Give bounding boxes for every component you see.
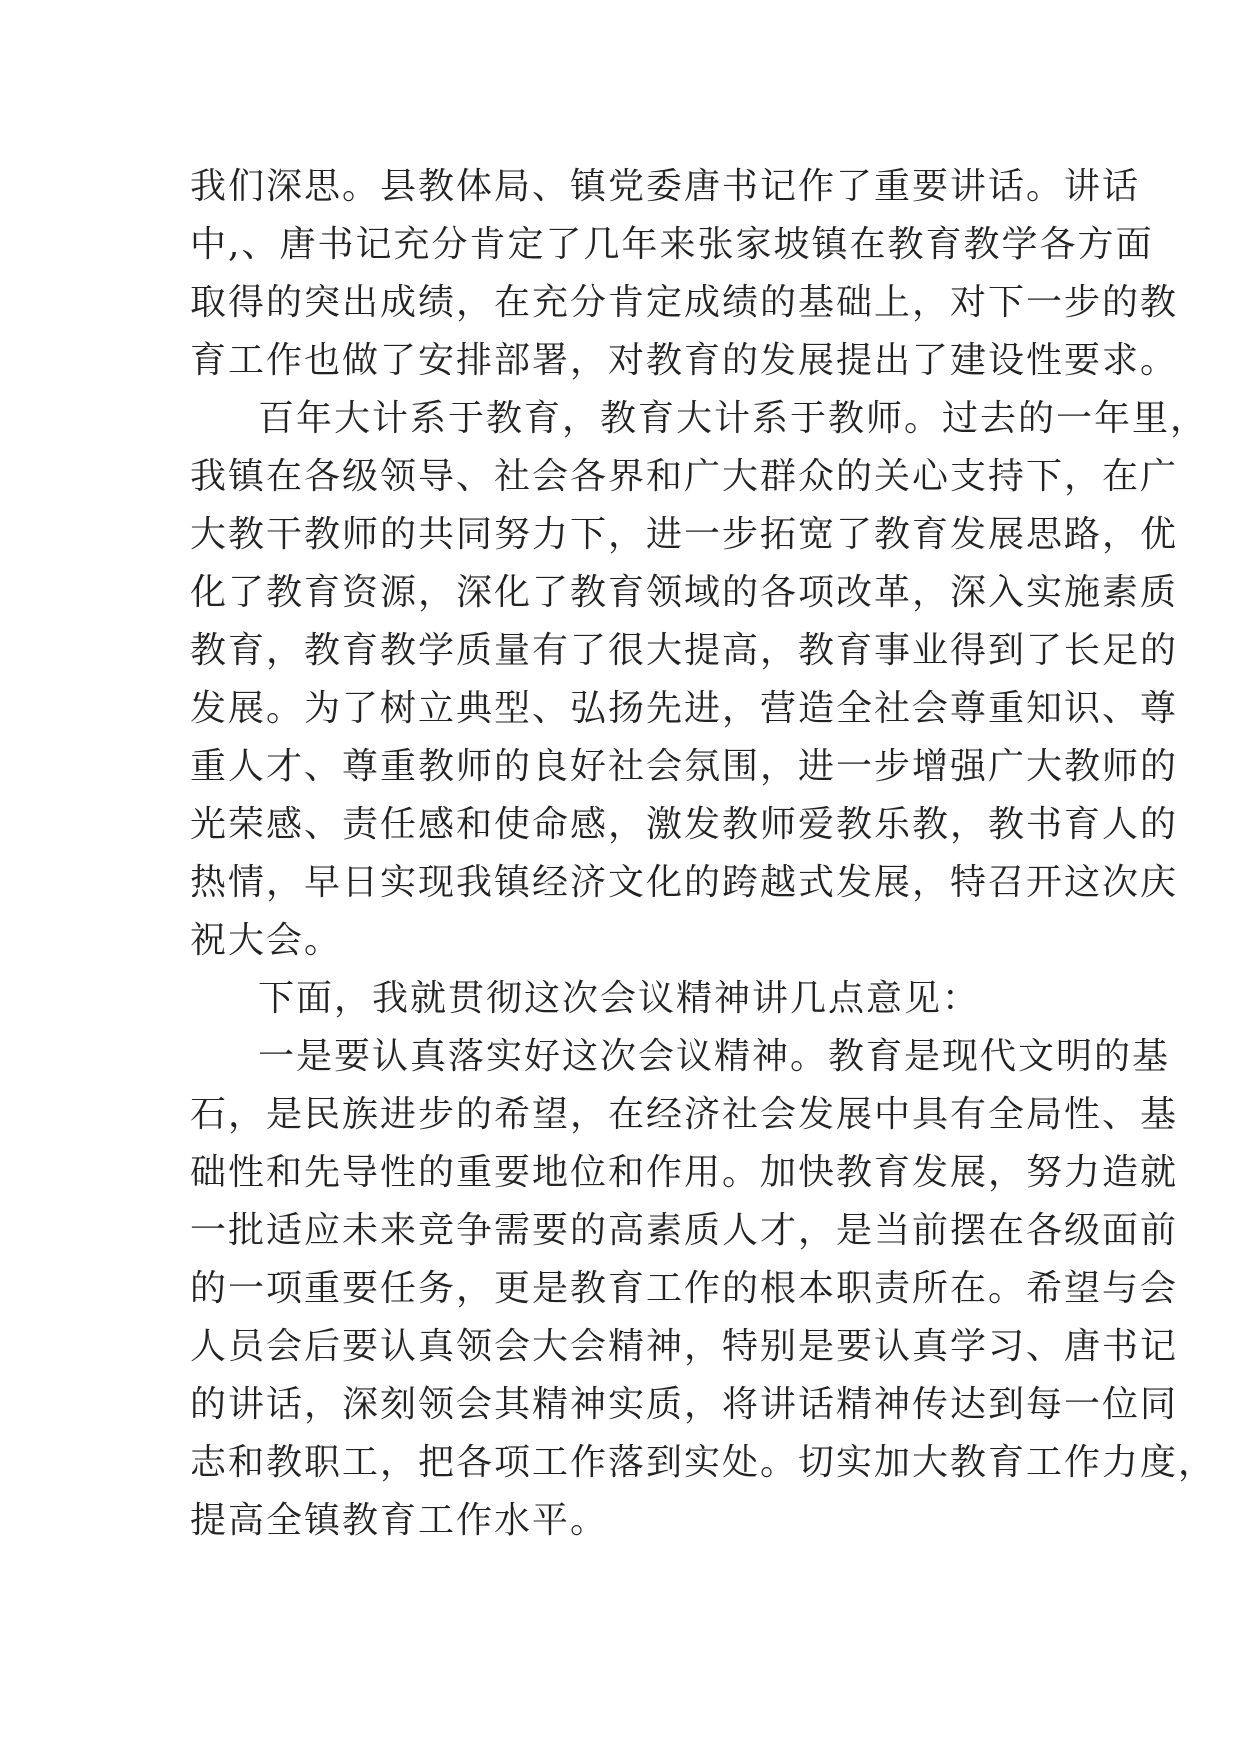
text-line: 发展。为了树立典型、弘扬先进，营造全社会尊重知识、尊	[190, 688, 1179, 729]
paragraph-first-line: 百年大计系于教育，教育大计系于教师。过去的一年里，	[258, 398, 1209, 439]
text-line: 取得的突出成绩，在充分肯定成绩的基础上，对下一步的教	[190, 282, 1179, 323]
text-line: 人员会后要认真领会大会精神，特别是要认真学习、唐书记	[190, 1326, 1179, 1367]
document-body	[190, 158, 1217, 1550]
text-line: 大教干教师的共同努力下，进一步拓宽了教育发展思路，优	[190, 514, 1179, 555]
paragraph-first-line: 下面，我就贯彻这次会议精神讲几点意见：	[258, 978, 981, 1019]
text-line: 志和教职工，把各项工作落到实处。切实加大教育工作力度，	[190, 1442, 1217, 1483]
text-line: 育工作也做了安排部署，对教育的发展提出了建设性要求。	[190, 340, 1179, 381]
text-line: 础性和先导性的重要地位和作用。加快教育发展，努力造就	[190, 1152, 1179, 1193]
text-line: 的讲话，深刻领会其精神实质，将讲话精神传达到每一位同	[190, 1384, 1179, 1425]
text-line: 中,、唐书记充分肯定了几年来张家坡镇在教育教学各方面	[190, 224, 1154, 265]
text-line: 光荣感、责任感和使命感，激发教师爱教乐教，教书育人的	[190, 804, 1179, 845]
text-line: 提高全镇教育工作水平。	[190, 1500, 609, 1541]
text-line: 热情，早日实现我镇经济文化的跨越式发展，特召开这次庆	[190, 862, 1179, 903]
text-line: 一批适应未来竞争需要的高素质人才，是当前摆在各级面前	[190, 1210, 1179, 1251]
text-line: 重人才、尊重教师的良好社会氛围，进一步增强广大教师的	[190, 746, 1179, 787]
text-line: 祝大会。	[190, 920, 343, 961]
text-line: 教育，教育教学质量有了很大提高，教育事业得到了长足的	[190, 630, 1179, 671]
paragraph-first-line: 一是要认真落实好这次会议精神。教育是现代文明的基	[258, 1036, 1171, 1077]
text-line: 化了教育资源，深化了教育领域的各项改革，深入实施素质	[190, 572, 1179, 613]
text-line: 我们深思。县教体局、镇党委唐书记作了重要讲话。讲话	[190, 166, 1141, 207]
text-line: 的一项重要任务，更是教育工作的根本职责所在。希望与会	[190, 1268, 1179, 1309]
text-line: 石，是民族进步的希望，在经济社会发展中具有全局性、基	[190, 1094, 1179, 1135]
text-line: 我镇在各级领导、社会各界和广大群众的关心支持下，在广	[190, 456, 1179, 497]
